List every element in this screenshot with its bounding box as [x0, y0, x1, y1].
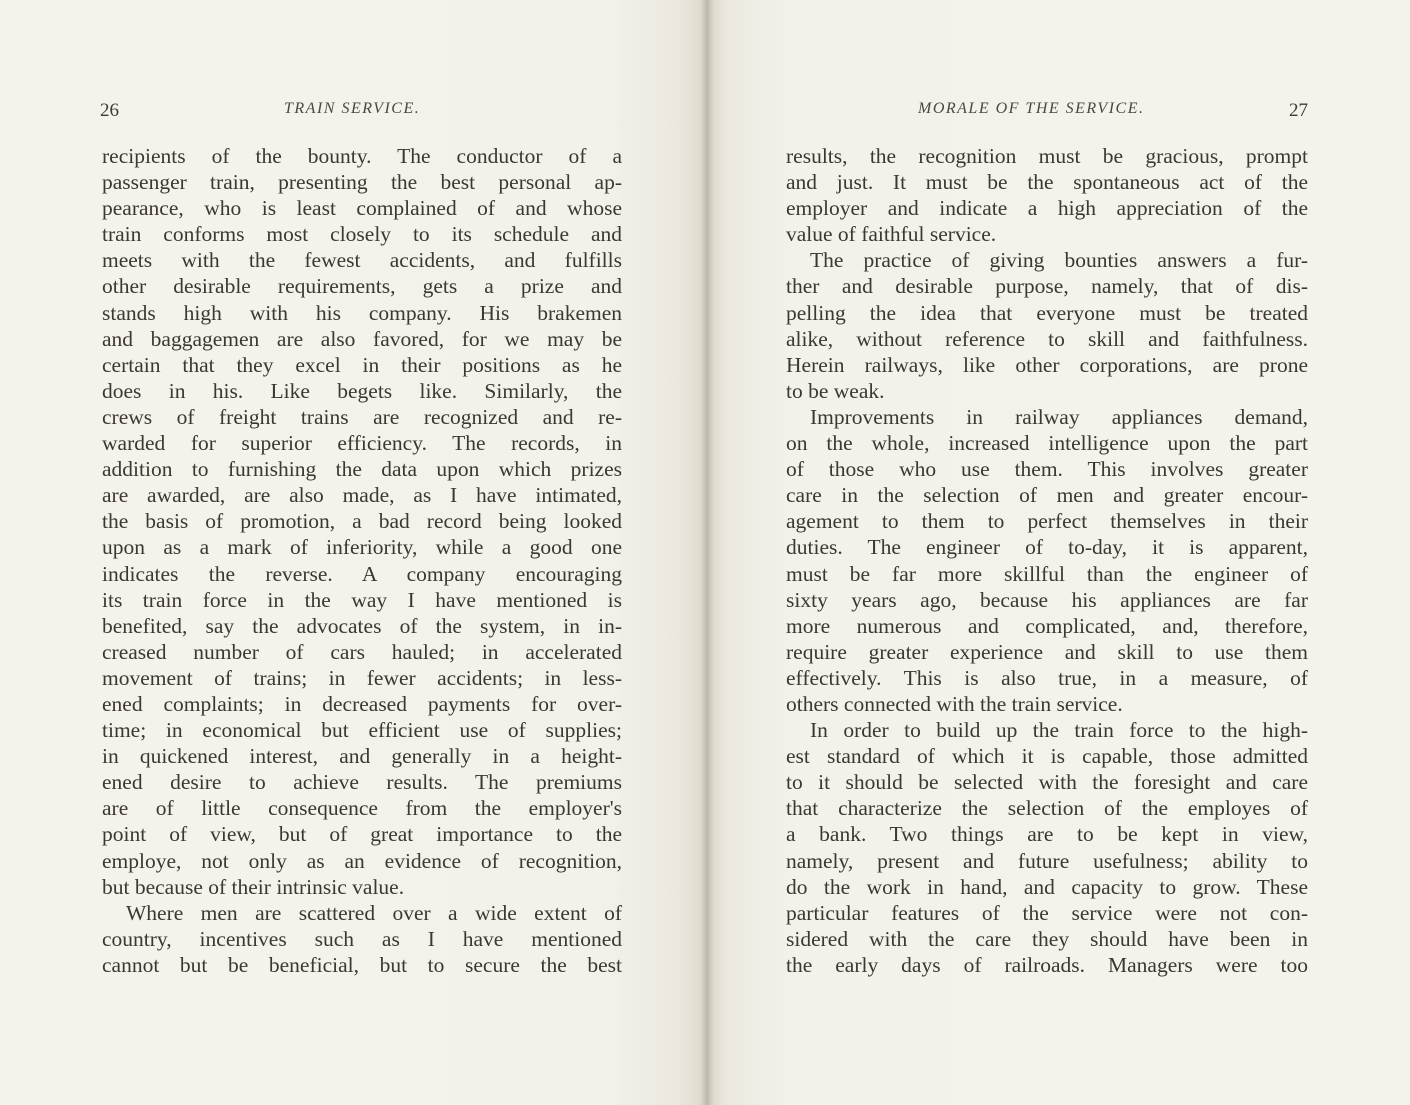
running-head: MORALE OF THE SERVICE.: [918, 100, 1145, 117]
text-line: and just. It must be the spontaneous act of the: [786, 170, 1308, 195]
text-line: ened desire to achieve results. The premiums: [102, 770, 622, 795]
text-line: duties. The engineer of to-day, it is apparent,: [786, 535, 1308, 560]
text-line: passenger train, presenting the best personal ap-: [102, 170, 622, 195]
text-line: other desirable requirements, gets a prize and: [102, 274, 622, 299]
text-line: effectively. This is also true, in a measure, of: [786, 665, 1308, 690]
text-line: creased number of cars hauled; in accelerated: [102, 639, 622, 664]
text-line: alike, without reference to skill and faithfulness.: [786, 326, 1308, 351]
text-line: stands high with his company. His brakemen: [102, 300, 622, 325]
text-line: upon as a mark of inferiority, while a good one: [102, 535, 622, 560]
text-line: The practice of giving bounties answers a fur-: [810, 248, 1308, 273]
book-gutter: [700, 0, 714, 1105]
text-line: Where men are scattered over a wide extent of: [126, 900, 622, 925]
text-line: namely, present and future usefulness; ability to: [786, 848, 1308, 873]
text-line: to it should be selected with the foresight and care: [786, 770, 1308, 795]
page-number: 26: [100, 100, 119, 121]
text-line: do the work in hand, and capacity to grow. These: [786, 874, 1308, 899]
text-line: indicates the reverse. A company encouraging: [102, 561, 622, 586]
text-line: crews of freight trains are recognized and re-: [102, 404, 622, 429]
text-line: Improvements in railway appliances demand,: [810, 404, 1308, 429]
text-line: on the whole, increased intelligence upon the part: [786, 431, 1308, 456]
text-line: est standard of which it is capable, those admitted: [786, 744, 1308, 769]
text-line: sidered with the care they should have been in: [786, 926, 1308, 951]
text-line: certain that they excel in their positions as he: [102, 352, 622, 377]
right-page-body: [786, 143, 1308, 978]
text-line: must be far more skillful than the engineer of: [786, 561, 1308, 586]
text-line: does in his. Like begets like. Similarly, the: [102, 378, 622, 403]
text-line: but because of their intrinsic value.: [102, 874, 405, 899]
text-line: agement to them to perfect themselves in their: [786, 509, 1308, 534]
text-line: pearance, who is least complained of and whose: [102, 196, 622, 221]
left-page-body: [102, 143, 622, 978]
text-line: meets with the fewest accidents, and fulfills: [102, 248, 622, 273]
text-line: of those who use them. This involves greater: [786, 457, 1308, 482]
text-line: in quickened interest, and generally in a height-: [102, 744, 622, 769]
text-line: train conforms most closely to its schedule and: [102, 222, 622, 247]
text-line: movement of trains; in fewer accidents; in less-: [102, 665, 622, 690]
text-line: ened complaints; in decreased payments for over-: [102, 691, 622, 716]
text-line: Herein railways, like other corporations, are prone: [786, 352, 1308, 377]
text-line: cannot but be beneficial, but to secure the best: [102, 952, 622, 977]
text-line: to be weak.: [786, 378, 885, 403]
text-line: recipients of the bounty. The conductor of a: [102, 144, 622, 168]
text-line: ther and desirable purpose, namely, that of dis-: [786, 274, 1308, 299]
text-line: time; in economical but efficient use of supplies;: [102, 718, 622, 743]
text-line: and baggagemen are also favored, for we may be: [102, 326, 622, 351]
text-line: In order to build up the train force to the high-: [810, 718, 1308, 743]
text-line: that characterize the selection of the employes of: [786, 796, 1308, 821]
text-line: the early days of railroads. Managers were too: [786, 952, 1308, 977]
text-line: pelling the idea that everyone must be treated: [786, 300, 1308, 325]
text-line: its train force in the way I have mentioned is: [102, 587, 622, 612]
text-line: require greater experience and skill to use them: [786, 639, 1308, 664]
text-line: sixty years ago, because his appliances are far: [786, 587, 1308, 612]
text-line: employe, not only as an evidence of recognition,: [102, 848, 622, 873]
text-line: value of faithful service.: [786, 222, 997, 247]
text-line: more numerous and complicated, and, therefore,: [786, 613, 1308, 638]
text-line: particular features of the service were not con-: [786, 900, 1308, 925]
text-line: are of little consequence from the employer's: [102, 796, 622, 821]
text-line: the basis of promotion, a bad record being looked: [102, 509, 622, 534]
text-line: results, the recognition must be gracious, prompt: [786, 144, 1308, 168]
text-line: benefited, say the advocates of the system, in in-: [102, 613, 622, 638]
right-page: [706, 0, 1410, 1105]
text-line: country, incentives such as I have mentioned: [102, 926, 622, 951]
text-line: are awarded, are also made, as I have intimated,: [102, 483, 622, 508]
running-head: TRAIN SERVICE.: [284, 100, 421, 117]
text-line: point of view, but of great importance to the: [102, 822, 622, 847]
text-line: employer and indicate a high appreciation of the: [786, 196, 1308, 221]
text-line: care in the selection of men and greater encour-: [786, 483, 1308, 508]
text-line: others connected with the train service.: [786, 691, 1123, 716]
text-line: addition to furnishing the data upon which prizes: [102, 457, 622, 482]
text-line: a bank. Two things are to be kept in view,: [786, 822, 1308, 847]
page-number: 27: [1289, 100, 1308, 121]
text-line: warded for superior efficiency. The records, in: [102, 431, 622, 456]
